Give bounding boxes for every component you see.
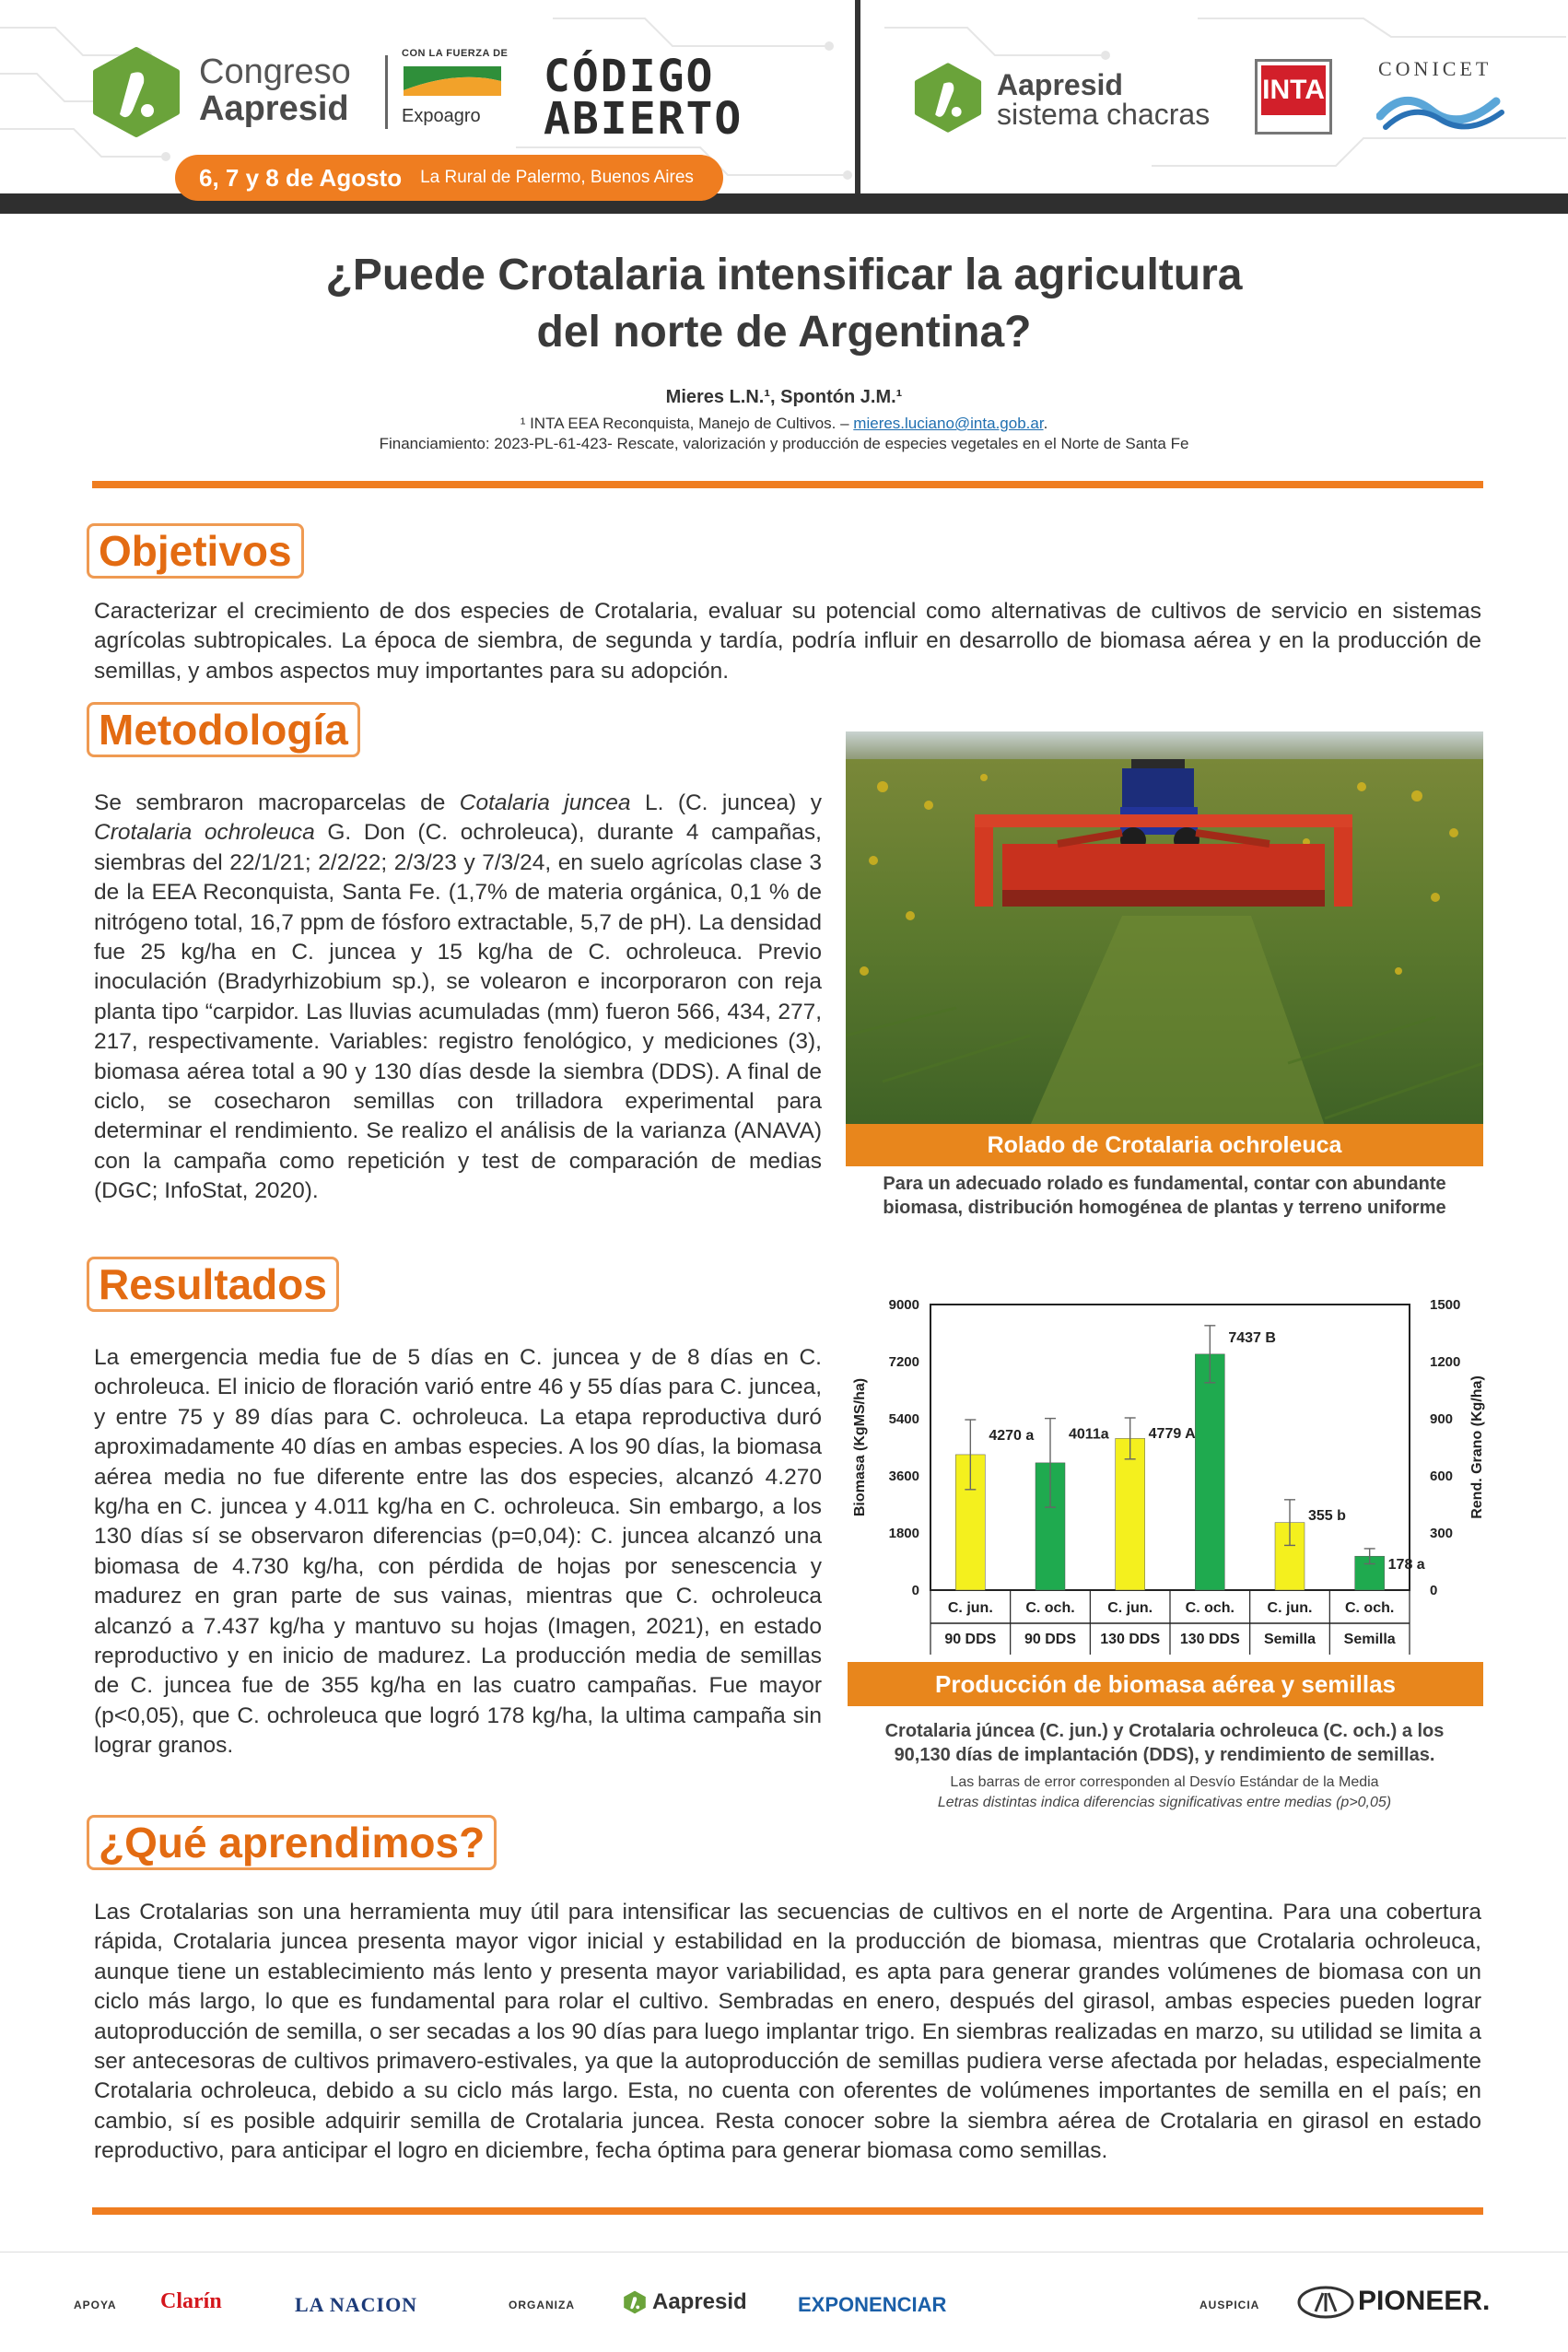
congreso-aapresid-wordmark: Congreso Aapresid	[199, 53, 351, 128]
authors: Mieres L.N.¹, Spontón J.M.¹	[665, 387, 903, 407]
biomass-seed-bar-chart	[846, 1292, 1491, 1660]
paper-title: ¿Puede Crotalaria intensificar la agricultura del norte de Argentina?	[325, 251, 1243, 357]
aapresid-sistema-chacras-wordmark: Aapresid sistema chacras	[997, 68, 1211, 131]
metodologia-heading: Metodología	[87, 702, 360, 757]
x-tick-label: C. jun.	[947, 1600, 993, 1616]
y-tick-label: 7200	[888, 1354, 919, 1370]
x-tick-label: 90 DDS	[944, 1632, 997, 1647]
event-date: 6, 7 y 8 de Agosto	[199, 163, 403, 192]
crotalaria-rolling-photo	[846, 731, 1483, 1126]
sponsors-footer	[0, 2252, 1568, 2352]
bar-data-label: 178 a	[1387, 1556, 1425, 1573]
la-nacion-logo: LA NACION	[295, 2293, 418, 2316]
poster-header	[0, 0, 1568, 214]
plot-frame	[930, 1305, 1410, 1590]
bottom-rule	[92, 2207, 1483, 2215]
x-tick-label: C. jun.	[1267, 1600, 1313, 1616]
footer-aapresid-icon	[621, 2289, 649, 2315]
auspicia-label: AUSPICIA	[1199, 2299, 1260, 2311]
photo-caption: Rolado de Crotalaria ochroleuca	[846, 1124, 1483, 1166]
y-axis-label: Biomasa (KgMS/ha)	[852, 1377, 868, 1517]
separator-line	[385, 55, 389, 129]
objetivos-heading: Objetivos	[87, 523, 304, 579]
resultados-heading: Resultados	[87, 1257, 339, 1312]
x-tick-label: 90 DDS	[1024, 1632, 1077, 1647]
x-tick-label: C. jun.	[1107, 1600, 1153, 1616]
inta-logo: INTA	[1255, 59, 1332, 135]
funding-line: Financiamiento: 2023-PL-61-423- Rescate, valorización y producción de especies vegetales en el Norte de Santa Fe	[379, 435, 1189, 452]
x-tick-label: 130 DDS	[1100, 1632, 1161, 1647]
photo-description: Para un adecuado rolado es fundamental, contar con abundante biomasa, distribución homogénea de plantas y terreno uniforme	[883, 1174, 1446, 1218]
apoya-label: APOYA	[74, 2299, 117, 2311]
conicet-wordmark: CONICET	[1378, 57, 1492, 80]
y2-tick-label: 1500	[1430, 1297, 1461, 1313]
bar-data-label: 4011a	[1069, 1426, 1109, 1443]
y-tick-label: 1800	[888, 1526, 919, 1541]
y-tick-label: 0	[911, 1583, 919, 1598]
metodologia-text: Se sembraron macroparcelas de Cotalaria juncea L. (C. juncea) y Crotalaria ochroleuca G. Don (C. ochroleuca), durante 4 campañas, siembras del 22/1/21; 2/2/22; 2/3/23 y 7/3/24, en suelo agrícolas clase 3 de la EEA Reconquista, Santa Fe. (1,7% de materia orgánica, 0,1 % de nitrógeno total, 16,7 ppm de fósforo extractable, 5,7 de pH). La densidad fue 25 kg/ha en C. juncea y 15 kg/ha de C. ochroleuca. Previo inoculación (Bradyrhizobium sp.), se volearon e incorporaron con reja planta tipo “carpidor. Las lluvias acumuladas (mm) fueron 566, 434, 277, 217, respectivamente. Variables: registro fenológico, y mediciones (3), biomasa aérea total a 90 y 130 días desde la siembra (DDS). A final de ciclo, se cosecharon semillas con trilladora experimental para determinar el rendimiento. Se realizo el análisis de la varianza (ANAVA) con la campaña como repetición y test de comparación de medias (DGC; InfoStat, 2020).	[94, 790, 822, 1204]
y2-tick-label: 1200	[1430, 1354, 1461, 1370]
event-place: La Rural de Palermo, Buenos Aires	[420, 168, 694, 187]
conicet-wave-icon	[1376, 85, 1505, 136]
x-tick-label: 130 DDS	[1179, 1632, 1240, 1647]
organiza-label: ORGANIZA	[509, 2299, 575, 2311]
bar	[1116, 1438, 1145, 1590]
pioneer-logo: PIONEER.	[1358, 2286, 1491, 2316]
chart-description: Crotalaria júncea (C. jun.) y Crotalaria ochroleuca (C. och.) a los 90,130 días de implantación (DDS), y rendimiento de semillas.	[884, 1721, 1445, 1765]
exponenciar-logo: EXPONENCIAR	[798, 2293, 947, 2316]
header-divider	[855, 0, 860, 193]
chart-title: Producción de biomasa aérea y semillas	[848, 1662, 1483, 1706]
event-date-badge	[175, 155, 723, 201]
y2-tick-label: 0	[1430, 1583, 1438, 1598]
codigo-abierto-wordmark: CÓDIGO ABIERTO	[544, 51, 743, 145]
clarin-logo: Clarín	[160, 2289, 222, 2313]
y-tick-label: 3600	[888, 1469, 919, 1484]
expoagro-flag-icon	[402, 63, 503, 99]
author-email-link[interactable]: mieres.luciano@inta.gob.ar	[853, 415, 1044, 432]
aapresid-sistema-logo-icon	[908, 61, 988, 135]
pioneer-icon	[1297, 2286, 1354, 2319]
y2-tick-label: 300	[1430, 1526, 1454, 1541]
expoagro-logo: CON LA FUERZA DE Expoagro	[402, 48, 509, 126]
footer-aapresid-logo: Aapresid	[652, 2289, 747, 2314]
aapresid-logo-icon	[85, 46, 188, 138]
y-tick-label: 9000	[888, 1297, 919, 1313]
resultados-text: La emergencia media fue de 5 días en C. juncea y de 8 días en C. ochroleuca. El inicio de floración varió entre 46 y 55 días para C. juncea, y entre 75 y 89 días para C. ochroleuca. La etapa reproductiva duró aproximadamente 40 días en ambas especies. A los 90 días, la biomasa aérea media no fue diferente entre las dos especies, alcanzó 4.270 kg/ha en C. juncea y 4.011 kg/ha en C. ochroleuca. Sin embargo, a los 130 días sí se observaron diferencias (p=0,04): C. juncea alcanzó una biomasa de 4.730 kg/ha, con pérdida de hojas por senescencia y madurez en gran parte de sus vainas, mientras que C. ochroleuca alcanzó a 7.437 kg/ha y mantuvo su hojas (Imagen, 2021), en estado reproductivo y en inicio de madurez. La producción media de semillas de C. juncea fue de 355 kg/ha en las cuatro campañas. Fue mayor (p<0,05), que C. ochroleuca que logró 178 kg/ha, la ultima campaña sin lograr granos.	[94, 1345, 822, 1759]
objetivos-text: Caracterizar el crecimiento de dos especies de Crotalaria, evaluar su potencial como alternativas de cultivos de servicio en sistemas agrícolas subtropicales. La época de siembra, de segunda y tardía, podría influir en desarrollo de biomasa aérea y en la producción de semillas, y ambos aspectos muy importantes para su adopción.	[94, 599, 1481, 684]
y2-tick-label: 900	[1430, 1411, 1454, 1427]
aprendimos-text: Las Crotalarias son una herramienta muy útil para intensificar las secuencias de cultivos en el norte de Argentina. Para una cobertura rápida, Crotalaria juncea presenta mayor vigor inicial y estabilidad en la producción de biomasa, mientras que Crotalaria ochroleuca, aunque tiene un establecimiento más lento y presenta mayor variabilidad, es apta para generar grandes volúmenes de biomasa con un ciclo más largo, lo que es fundamental para rolar el cultivo. Sembradas en enero, después del girasol, ambas especies pueden lograr autoproducción de semilla, o ser secadas a los 90 días para luego implantar trigo. En siembras realizadas en marzo, su utilidad se limita a ser antecesoras de cultivos primavero-estivales, ya que la autoproducción de semillas pudiera verse afectada por heladas, especialmente Crotalaria ochroleuca, debido a su ciclo más largo. Esta, no cuenta con oferentes de volúmenes importantes de semilla en el país; en cambio, sí es posible adquirir semilla de Crotalaria juncea. Resta conocer sobre la siembra aérea de Crotalaria en girasol en estado reproductivo, para anticipar el logro en diciembre, fecha óptima para generar biomasa como semillas.	[94, 1900, 1481, 2164]
x-tick-label: Semilla	[1263, 1632, 1316, 1647]
y2-tick-label: 600	[1430, 1469, 1454, 1484]
title-rule	[92, 481, 1483, 488]
bar-data-label: 7437 B	[1228, 1329, 1276, 1346]
chart-note-letters: Letras distintas indica diferencias significativas entre medias (p>0,05)	[937, 1795, 1392, 1810]
bar-data-label: 4270 a	[989, 1428, 1035, 1445]
aprendimos-heading: ¿Qué aprendimos?	[87, 1815, 497, 1870]
x-tick-label: C. och.	[1344, 1600, 1395, 1616]
bar-data-label: 4779 A	[1148, 1426, 1196, 1443]
x-tick-label: C. och.	[1025, 1600, 1075, 1616]
bar-data-label: 355 b	[1308, 1507, 1346, 1524]
y2-axis-label: Rend. Grano (Kg/ha)	[1469, 1375, 1485, 1519]
x-tick-label: C. och.	[1185, 1600, 1235, 1616]
x-tick-label: Semilla	[1343, 1632, 1396, 1647]
y-tick-label: 5400	[888, 1411, 919, 1427]
chart-note-error-bars: Las barras de error corresponden al Desvío Estándar de la Media	[950, 1774, 1379, 1790]
affiliation: ¹ INTA EEA Reconquista, Manejo de Cultivos. – mieres.luciano@inta.gob.ar.	[520, 415, 1048, 432]
bar	[1195, 1354, 1224, 1590]
